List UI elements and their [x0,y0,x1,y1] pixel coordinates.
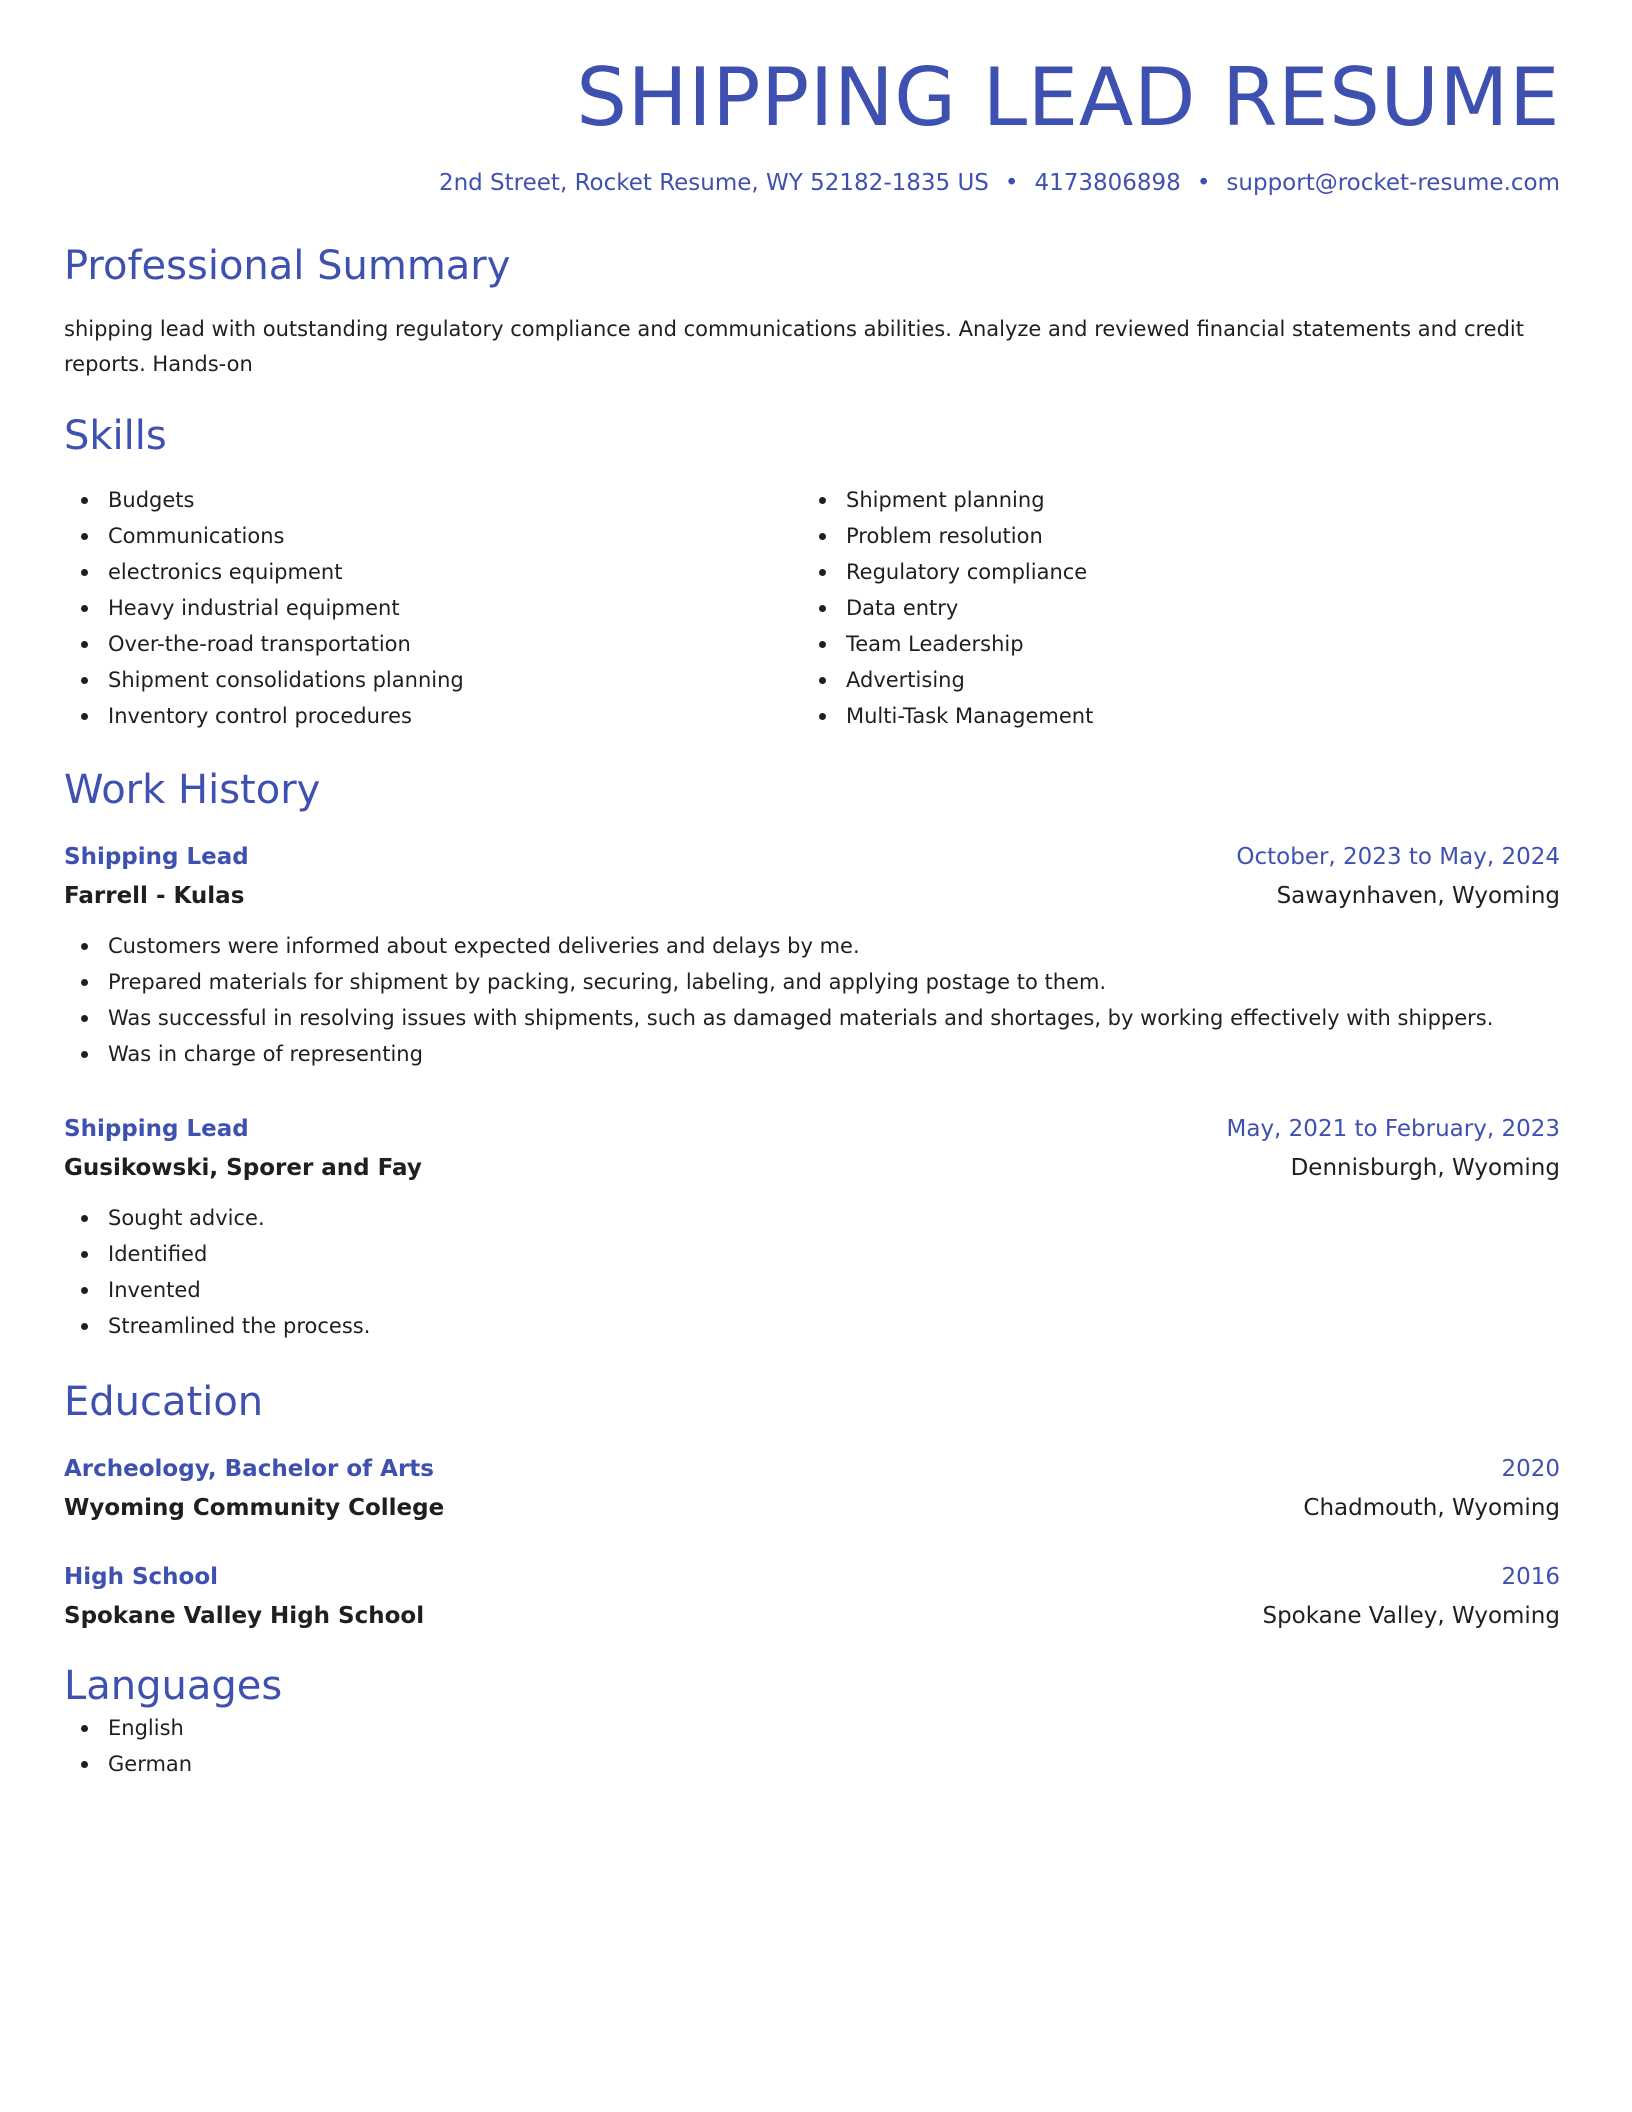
skill-item: Regulatory compliance [802,554,1540,590]
education-school: Wyoming Community College [64,1494,445,1521]
skills-section [64,412,1560,734]
job-company: Gusikowski, Sporer and Fay [64,1154,422,1181]
education-section [64,1378,1560,1636]
work-history-section [64,766,1560,1344]
summary-heading: Professional Summary [64,242,511,289]
contact-address: 2nd Street, Rocket Resume, WY 52182-1835 US [438,170,989,196]
skill-item: Budgets [64,482,802,518]
job-bullet: Identified [64,1236,1560,1272]
contact-line [64,170,1560,198]
work-history-heading: Work History [64,766,321,813]
languages-heading: Languages [64,1662,283,1709]
skill-item: electronics equipment [64,554,802,590]
job-entry [64,1110,1560,1344]
education-school-row [64,1488,1560,1528]
contact-separator: • [1196,170,1211,196]
job-bullet: Invented [64,1272,1560,1308]
job-title: Shipping Lead [64,843,249,870]
job-company: Farrell - Kulas [64,882,245,909]
job-location: Dennisburgh, Wyoming [1290,1154,1560,1181]
language-item: English [64,1710,1560,1746]
skills-column-right [802,482,1540,734]
education-degree: Archeology, Bachelor of Arts [64,1455,434,1482]
education-heading: Education [64,1378,264,1425]
contact-separator: • [1004,170,1019,196]
job-location: Sawaynhaven, Wyoming [1276,882,1560,909]
education-location: Spokane Valley, Wyoming [1262,1602,1560,1629]
education-school-row [64,1596,1560,1636]
job-bullet: Was successful in resolving issues with shipments, such as damaged materials and shortages, by working effectively with shippers. [64,1000,1560,1036]
resume-page [64,52,1560,1782]
summary-section [64,242,1560,382]
resume-title: SHIPPING LEAD RESUME [576,51,1560,144]
contact-email: support@rocket-resume.com [1226,170,1560,196]
skill-item: Heavy industrial equipment [64,590,802,626]
skills-heading: Skills [64,412,167,459]
job-title-row [64,1110,1560,1148]
skill-item: Communications [64,518,802,554]
education-location: Chadmouth, Wyoming [1303,1494,1560,1521]
education-degree-row [64,1558,1560,1596]
education-school: Spokane Valley High School [64,1602,425,1629]
skill-item: Inventory control procedures [64,698,802,734]
job-entry [64,838,1560,1072]
job-dates: October, 2023 to May, 2024 [1236,843,1560,870]
skill-item: Team Leadership [802,626,1540,662]
education-degree-row [64,1450,1560,1488]
languages-section [64,1662,1560,1782]
skills-column-left [64,482,802,734]
job-dates: May, 2021 to February, 2023 [1226,1115,1560,1142]
skill-item: Shipment planning [802,482,1540,518]
education-year: 2020 [1501,1455,1560,1482]
job-company-row [64,876,1560,916]
education-year: 2016 [1501,1563,1560,1590]
job-bullet: Customers were informed about expected deliveries and delays by me. [64,928,1560,964]
job-bullet: Prepared materials for shipment by packing, securing, labeling, and applying postage to them. [64,964,1560,1000]
education-entry [64,1558,1560,1636]
skill-item: Data entry [802,590,1540,626]
skill-item: Advertising [802,662,1540,698]
job-bullets [64,928,1560,1072]
job-bullet: Sought advice. [64,1200,1560,1236]
contact-phone: 4173806898 [1034,170,1181,196]
skill-item: Problem resolution [802,518,1540,554]
skill-item: Multi-Task Management [802,698,1540,734]
skill-item: Shipment consolidations planning [64,662,802,698]
job-bullets [64,1200,1560,1344]
resume-header [64,52,1560,198]
summary-text: shipping lead with outstanding regulatory compliance and communications abilities. Analyze and reviewed financial statements and credit reports. Hands-on [64,316,1524,376]
job-bullet: Was in charge of representing [64,1036,1560,1072]
skills-grid [64,482,1560,734]
skill-item: Over-the-road transportation [64,626,802,662]
education-degree: High School [64,1563,219,1590]
job-bullet: Streamlined the process. [64,1308,1560,1344]
job-company-row [64,1148,1560,1188]
job-title: Shipping Lead [64,1115,249,1142]
language-item: German [64,1746,1560,1782]
languages-list [64,1710,1560,1782]
education-entry [64,1450,1560,1528]
job-title-row [64,838,1560,876]
